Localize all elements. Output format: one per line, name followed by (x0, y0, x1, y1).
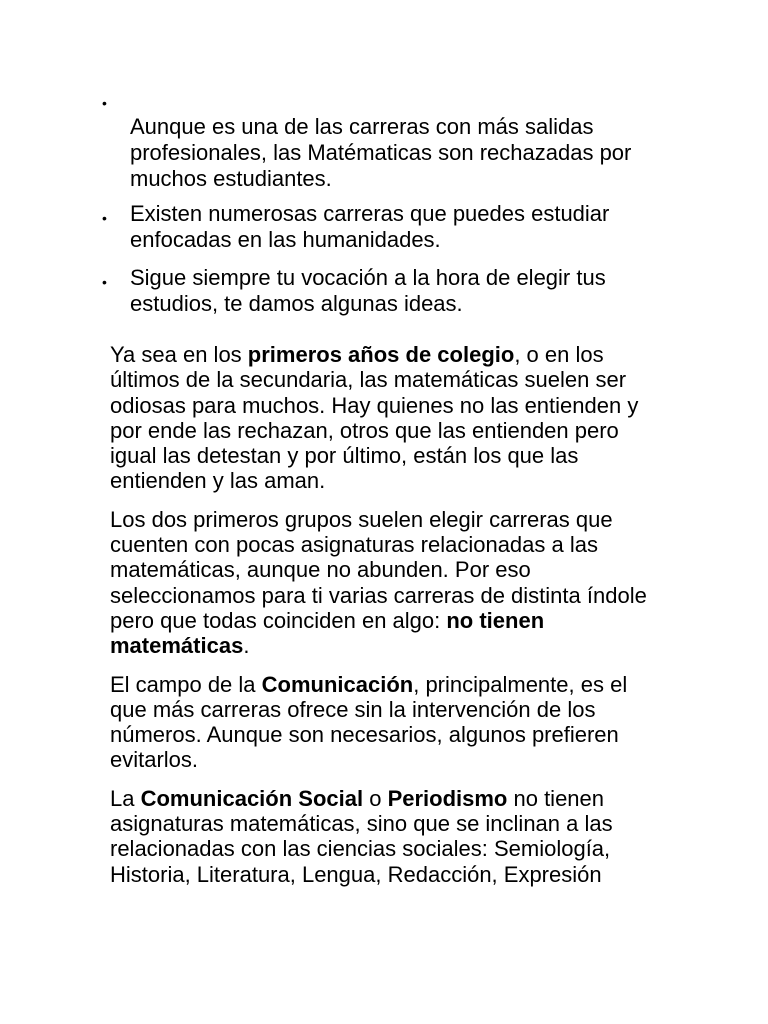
bullet-text: Aunque es una de las carreras con más salidas profesionales, las Matématicas son rechazadas por muchos estudiantes. (130, 114, 632, 191)
paragraph (110, 342, 670, 494)
bullet-item (100, 265, 660, 317)
paragraph (110, 786, 670, 887)
paragraph-text: . (243, 633, 250, 659)
bullet-item (100, 201, 660, 253)
paragraph-text: no tienen asignaturas matemáticas, sino que se inclinan a las relacionadas con las ciencias sociales: Semiología, Historia, Literatura, Lengua, Redacción, Expresión (110, 785, 613, 887)
bullet-dot-icon: • (102, 95, 107, 111)
paragraph (110, 672, 670, 773)
article-body (110, 342, 670, 900)
bullet-text: Existen numerosas carreras que puedes estudiar enfocadas en las humanidades. (130, 201, 610, 252)
paragraph-text: o (363, 785, 388, 811)
paragraph-text: , principalmente, es el que más carreras ofrece sin la intervención de los números. Aunque son necesarios, algunos prefieren evitarlos. (110, 671, 628, 773)
bold-phrase: Comunicación (261, 671, 414, 697)
paragraph-text: , o en los últimos de la secundaria, las matemáticas suelen ser odiosas para muchos. Hay quienes no las entienden y por ende las rechazan, otros que las entienden pero igual las detestan y por último, están los que las entienden y las aman. (110, 342, 639, 494)
bold-phrase: no tienen matemáticas (110, 607, 545, 659)
bold-phrase: primeros años de colegio (247, 342, 515, 367)
bold-phrase: Comunicación Social (140, 785, 364, 811)
paragraph-text: Ya sea en los (110, 342, 248, 367)
paragraph-text: La (110, 785, 141, 811)
bullet-item (100, 88, 660, 192)
bold-phrase: Periodismo (387, 785, 508, 811)
paragraph (110, 507, 670, 659)
bullet-dot-icon: • (102, 210, 107, 226)
bullet-text: Sigue siempre tu vocación a la hora de elegir tus estudios, te damos algunas ideas. (130, 265, 606, 316)
summary-bullet-list (100, 88, 660, 317)
bullet-dot-icon: • (102, 274, 107, 290)
paragraph-text: Los dos primeros grupos suelen elegir carreras que cuenten con pocas asignaturas relacionadas a las matemáticas, aunque no abunden. Por eso seleccionamos para ti varias carreras de distinta índole pero que todas coinciden en algo: (110, 506, 647, 633)
paragraph-text: El campo de la (110, 671, 262, 697)
